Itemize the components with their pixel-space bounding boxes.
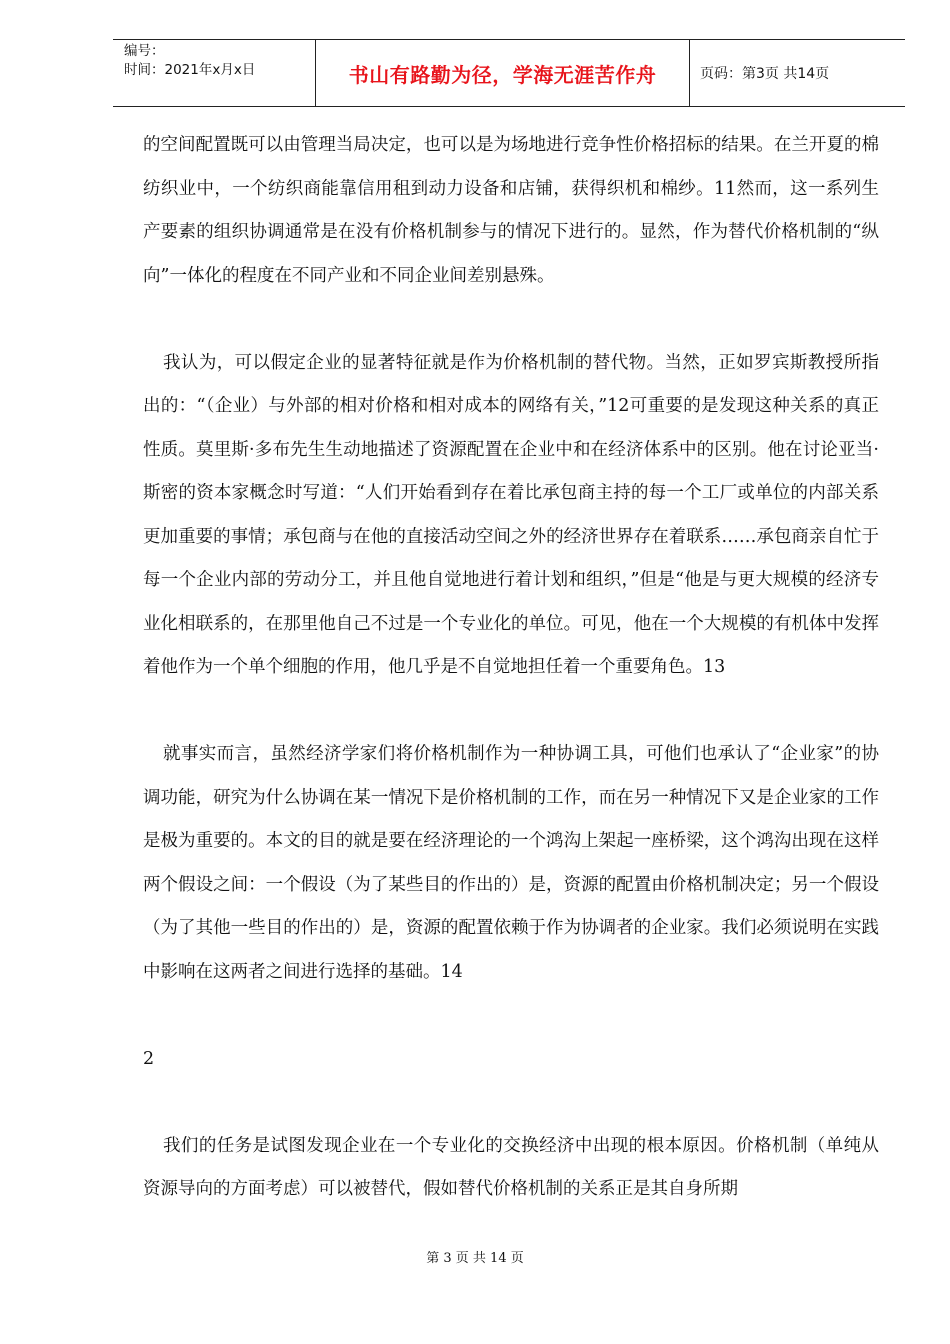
page-footer: 第 3 页 共 14 页 (426, 1251, 524, 1266)
serial-number-label: 编号： (124, 43, 165, 59)
time-label: 时间：2021年x月x日 (124, 62, 256, 78)
page-header (113, 39, 905, 107)
document-body (143, 124, 879, 1212)
paragraph-1: 的空间配置既可以由管理当局决定，也可以是为场地进行竞争性价格招标的结果。在兰开夏的棉纺织业中，一个纺织商能靠信用租到动力设备和店铺，获得织机和棉纱。11然而，这一系列生产要素的组织协调通常是在没有价格机制参与的情况下进行的。显然，作为替代价格机制的“纵向”一体化的程度在不同产业和不同企业间差别悬殊。 (143, 135, 879, 286)
paragraph-3: 就事实而言，虽然经济学家们将价格机制作为一种协调工具，可他们也承认了“企业家”的协调功能，研究为什么协调在某一情况下是价格机制的工作，而在另一种情况下又是企业家的工作是极为重要的。本文的目的就是要在经济理论的一个鸿沟上架起一座桥梁，这个鸿沟出现在这样两个假设之间：一个假设（为了某些目的作出的）是，资源的配置由价格机制决定；另一个假设（为了其他一些目的作出的）是，资源的配置依赖于作为协调者的企业家。我们必须说明在实践中影响在这两者之间进行选择的基础。14 (143, 744, 879, 982)
paragraph-2: 我认为，可以假定企业的显著特征就是作为价格机制的替代物。当然，正如罗宾斯教授所指出的：“（企业）与外部的相对价格和相对成本的网络有关，”12可重要的是发现这种关系的真正性质。莫里斯·多布先生生动地描述了资源配置在企业中和在经济体系中的区别。他在讨论亚当·斯密的资本家概念时写道：“人们开始看到存在着比承包商主持的每一个工厂或单位的内部关系更加重要的事情；承包商与在他的直接活动空间之外的经济世界存在着联系……承包商亲自忙于每一个企业内部的劳动分工，并且他自觉地进行着计划和组织，”但是“他是与更大规模的经济专业化相联系的，在那里他自己不过是一个专业化的单位。可见，他在一个大规模的有机体中发挥着他作为一个单个细胞的作用，他几乎是不自觉地担任着一个重要角色。13 (143, 352, 879, 677)
header-page-info: 页码：第3页 共14页 (700, 66, 830, 82)
section-number: 2 (143, 1048, 155, 1069)
header-meta (113, 40, 316, 106)
header-motto: 书山有路勤为径，学海无涯苦作舟 (316, 40, 690, 106)
paragraph-4: 我们的任务是试图发现企业在一个专业化的交换经济中出现的根本原因。价格机制（单纯从资源导向的方面考虑）可以被替代，假如替代价格机制的关系正是其自身所期 (143, 1135, 879, 1199)
